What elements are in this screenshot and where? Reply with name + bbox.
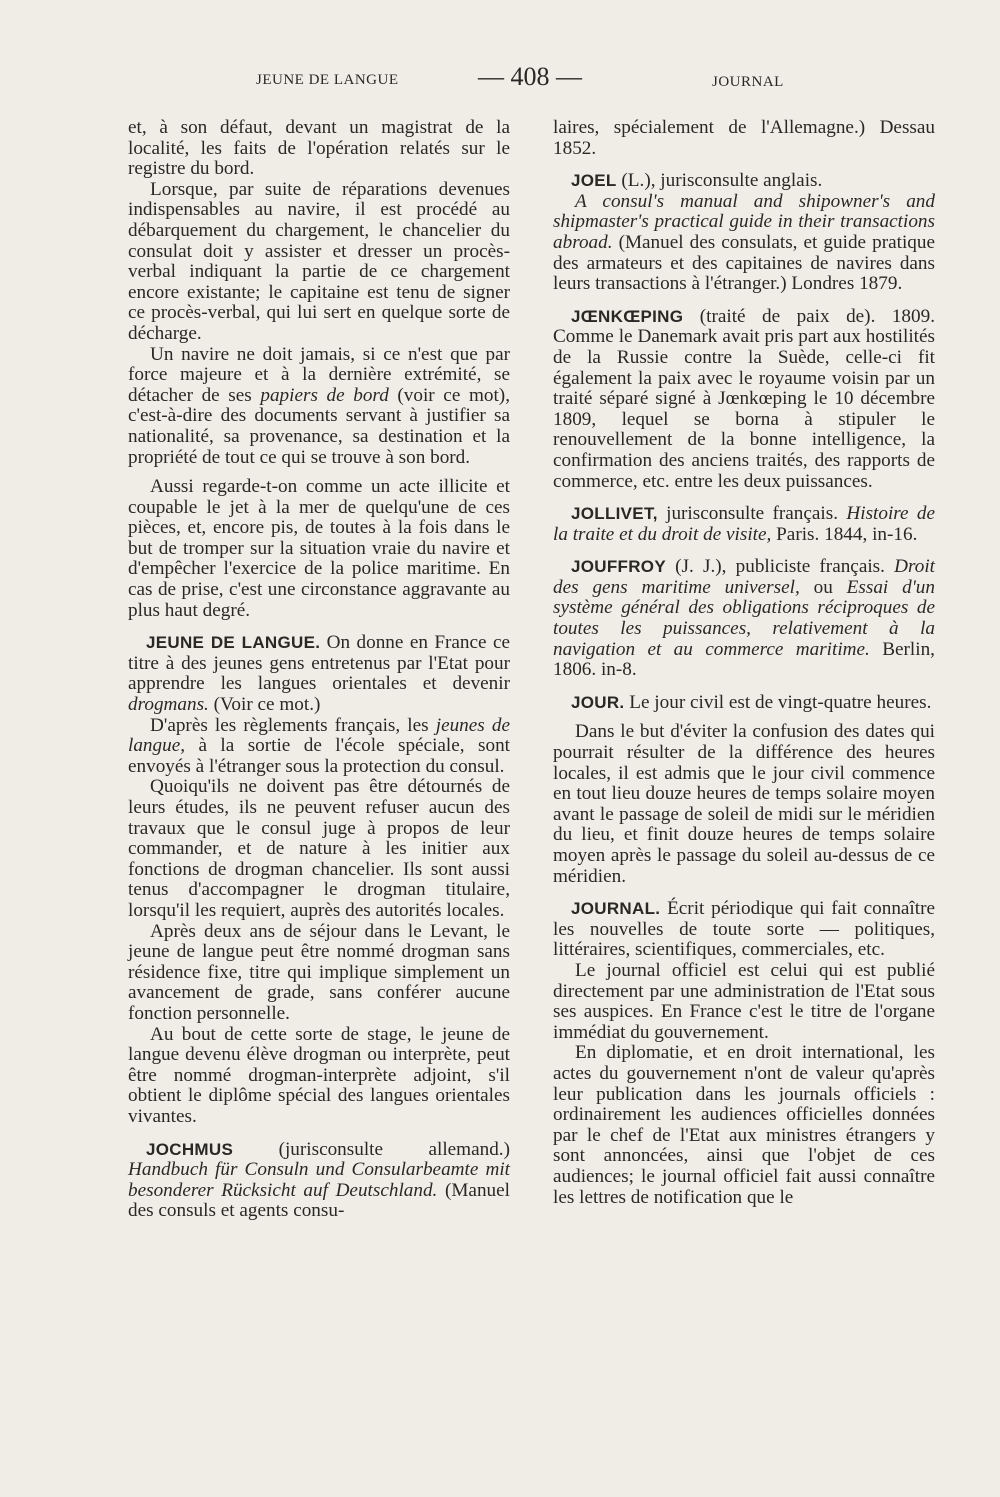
entry-headword: JOUR. (571, 692, 625, 712)
paragraph: Au bout de cette sorte de stage, le jeune de langue devenu élève drogman ou interprète, peut être nommé drogman-interprète adjoint, s'il obtient le diplôme spécial des langues orientales vivantes. (128, 1023, 510, 1127)
paragraph: Un navire ne doit jamais, si ce n'est que par force majeure et à la dernière extrémité, se détacher de ses papiers de bord (voir ce mot), c'est-à-dire des documents servant à justifier sa nationalité, sa provenance, sa destination et la propriété de tout ce qui se trouve à son bord. (128, 343, 510, 468)
paragraph: Quoiqu'ils ne doivent pas être détournés de leurs études, ils ne peuvent refuser aucun des travaux que le consul juge à propos de leur commander, et de nature à les initier aux fonctions de drogman chancelier. Ils sont aussi tenus d'accompagner le drogman titulaire, lorsqu'il les requiert, auprès des autorités locales. (128, 776, 510, 921)
header-right-term: JOURNAL (712, 74, 784, 90)
entry-joel: JOEL (L.), jurisconsulte anglais. (571, 170, 823, 192)
entry-jouffroy: JOUFFROY (J. J.), publiciste français. Droit des gens maritime universel, ou Essai d'un système général des obligations réciproques de toutes les puissances, relativement à la navigation et au commerce maritime. Berlin, 1806. in-8. (553, 556, 935, 681)
paragraph: Dans le but d'éviter la confusion des dates qui pourrait résulter de la différence des heures locales, il est admis que le jour civil commence en tout lieu douze heures de temps solaire moyen avant le passage de soleil de midi sur le méridien du lieu, et finit douze heures de temps solaire moyen après le passage du soleil au-dessus de ce méridien. (553, 721, 935, 887)
paragraph: laires, spécialement de l'Allemagne.) Dessau 1852. (553, 117, 935, 159)
entry-jeune-de-langue: JEUNE DE LANGUE. On donne en France ce titre à des jeunes gens entretenus par l'Etat pour apprendre les langues orientales et devenir drogmans. (Voir ce mot.) (128, 632, 510, 716)
entry-jollivet: JOLLIVET, jurisconsulte français. Histoire de la traite et du droit de visite, Paris. 1844, in-16. (553, 503, 936, 545)
paragraph: En diplomatie, et en droit international, les actes du gouvernement n'ont de valeur qu'après leur publication dans les journals officiels : ordinairement les audiences officielles données par le chef de l'Etat aux ministres étrangers y sont annoncées, ainsi que l'objet de ces audiences; le journal officiel fait aussi connaître les lettres de notification que le (553, 1042, 935, 1208)
paragraph: Le journal officiel est celui qui est publié directement par une administration de l'Etat sous ses auspices. En France c'est le titre de l'organe immédiat du gouvernement. (553, 959, 935, 1043)
left-column (128, 118, 510, 1222)
paragraph: et, à son défaut, devant un magistrat de la localité, les faits de l'opération relatés sur le registre du bord. (128, 117, 510, 180)
paragraph: Aussi regarde-t-on comme un acte illicite et coupable le jet à la mer de quelqu'une de ces pièces, et, encore pis, de toutes à la fois dans le but de tromper sur la situation vraie du navire et d'empêcher l'exercice de la police maritime. En cas de prise, c'est une circonstance aggravante au plus haut degré. (128, 476, 510, 621)
entry-headword: JOURNAL. (571, 899, 661, 919)
entry-jour: JOUR. Le jour civil est de vingt-quatre heures. (571, 691, 932, 713)
running-header (0, 62, 1000, 102)
entry-headword: JOUFFROY (571, 557, 666, 577)
paragraph: Après deux ans de séjour dans le Levant, le jeune de langue peut être nommé drogman sans résidence fixe, titre qui implique simplement un avancement de grade, sans conférer aucune fonction personnelle. (128, 920, 510, 1024)
entry-headword: JŒNKŒPING (571, 306, 684, 326)
paragraph: A consul's manual and shipowner's and shipmaster's practical guide in their transactions abroad. (Manuel des consulats, et guide pratique des armateurs et des capitaines de navires dans leurs transactions à l'étranger.) Londres 1879. (553, 190, 935, 295)
entry-joenkoeping: JŒNKŒPING (traité de paix de). 1809. Comme le Danemark avait pris part aux hostilités de la Russie contre la Suède, celle-ci fit également la paix avec le royaume voisin par un traité séparé signé à Jœnkœping le 10 décembre 1809, lequel se borna à stipuler le renouvellement de la bonne intelligence, la confirmation des anciens traités, des rapports de commerce, etc. entre les deux puissances. (553, 305, 935, 492)
page-number: — 408 — (478, 62, 582, 91)
entry-journal: JOURNAL. Écrit périodique qui fait connaître les nouvelles de toute sorte — politiques, littéraires, scientifiques, commerciales, etc. (553, 898, 935, 961)
paragraph: Lorsque, par suite de réparations devenues indispensables au navire, il est procédé au débarquement du chargement, le chancelier du consulat doit y assister et dresser un procès-verbal indiquant la partie de ce chargement encore existante; le capitaine est tenu de signer ce procès-verbal, qui lui sert en quelque sorte de décharge. (128, 178, 510, 344)
paragraph: D'après les règlements français, les jeunes de langue, à la sortie de l'école spéciale, sont envoyés à l'étranger sous la protection du consul. (128, 714, 510, 777)
entry-headword: JOEL (571, 171, 617, 191)
entry-headword: JEUNE DE LANGUE. (146, 633, 321, 653)
entry-jochmus: JOCHMUS (jurisconsulte allemand.) Handbuch für Consuln und Consularbeamte mit besonderer Rücksicht auf Deutschland. (Manuel des consuls et agents consu- (128, 1138, 510, 1222)
entry-headword: JOCHMUS (146, 1139, 234, 1159)
right-column (553, 118, 935, 1208)
header-left-term: JEUNE DE LANGUE (256, 72, 399, 88)
entry-headword: JOLLIVET, (571, 504, 658, 524)
